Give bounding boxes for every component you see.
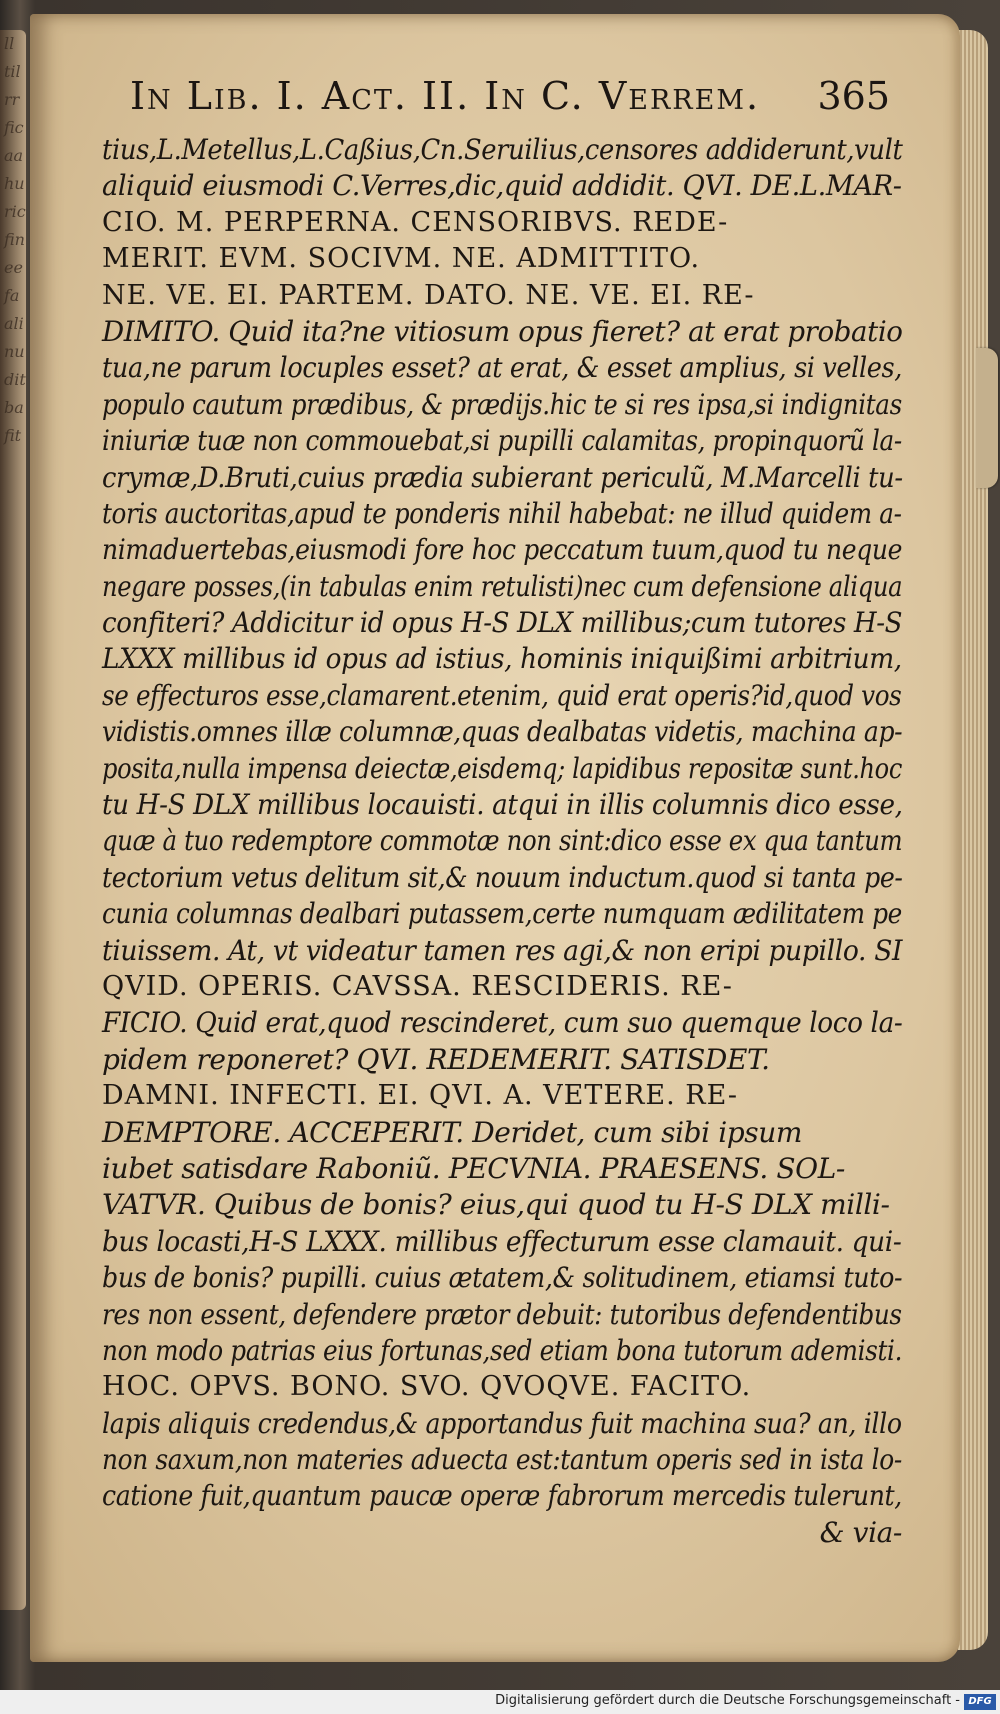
text-line: iniuriæ tuæ non commouebat,si pupilli calamitas, propinquorũ la- xyxy=(102,424,902,458)
margin-fragment: aa xyxy=(4,146,24,165)
text-line: lapis aliquis credendus,& apportandus fuit machina sua? an, illo xyxy=(102,1406,902,1440)
text-line: VATVR. Quibus de bonis? eius,qui quod tu H-S DLX milli- xyxy=(102,1188,890,1222)
margin-fragment: ric xyxy=(4,202,26,221)
margin-fragment: fa xyxy=(4,286,20,305)
previous-page-edge xyxy=(0,30,26,1610)
text-line: iubet satisdare Raboniũ. PECVNIA. PRAESENS. SOL- xyxy=(102,1151,845,1185)
text-line: bus locasti,H-S LXXX. millibus effecturum esse clamauit. qui- xyxy=(102,1224,902,1258)
margin-fragment: ba xyxy=(4,398,24,417)
margin-fragment: dit xyxy=(4,370,26,389)
digitization-footer xyxy=(0,1690,1000,1714)
text-line: FICIO. Quid erat,quod rescinderet, cum suo quemque loco la- xyxy=(102,1006,903,1040)
text-line: toris auctoritas,apud te ponderis nihil habebat: ne illud quidem a- xyxy=(102,496,902,530)
page-stack-edges xyxy=(958,30,988,1650)
margin-fragment: hu xyxy=(4,174,25,193)
text-line: DAMNI. INFECTI. EI. QVI. A. VETERE. RE- xyxy=(102,1080,738,1112)
text-line: QVID. OPERIS. CAVSSA. RESCIDERIS. RE- xyxy=(102,970,733,1002)
margin-fragment: fin xyxy=(4,230,25,249)
text-line: non saxum,non materies aduecta est:tantum operis sed in ista lo- xyxy=(102,1443,902,1477)
text-line: cunia columnas dealbari putassem,certe numquam ædilitatem pe xyxy=(102,897,902,931)
text-line: populo cautum prædibus, & prædijs.hic te si res ipsa,si indignitas xyxy=(102,387,902,421)
text-line: crymæ,D.Bruti,cuius prædia subierant periculũ, M.Marcelli tu- xyxy=(102,460,903,494)
text-line: tius,L.Metellus,L.Caßius,Cn.Seruilius,censores addiderunt,vult xyxy=(102,133,903,166)
text-line: aliquid eiusmodi C.Verres,dic,quid addidit. QVI. DE.L.MAR- xyxy=(102,169,902,203)
text-line: posita,nulla impensa deiectæ,eisdemq; lapidibus repositæ sunt.hoc xyxy=(102,751,902,785)
running-title: In Lib. I. Act. II. In C. Verrem. xyxy=(130,74,761,118)
text-line: tiuissem. At, vt videatur tamen res agi,& non eripi pupillo. SI xyxy=(102,933,903,967)
text-line: pidem reponeret? QVI. REDEMERIT. SATISDET. xyxy=(102,1042,770,1076)
dfg-logo: DFG xyxy=(964,1694,996,1710)
page-number: 365 xyxy=(817,74,890,118)
text-line: confiteri? Addicitur id opus H-S DLX millibus;cum tutores H-S xyxy=(102,606,903,640)
margin-fragment: nu xyxy=(4,342,25,361)
text-line: nimaduertebas,eiusmodi fore hoc peccatum tuum,quod tu neque xyxy=(102,533,903,567)
margin-fragment: ll xyxy=(4,34,15,53)
text-line: CIO. M. PERPERNA. CENSORIBVS. REDE- xyxy=(102,206,729,238)
text-line: negare posses,(in tabulas enim retulisti)nec cum defensione aliqua xyxy=(102,569,903,603)
text-line: catione fuit,quantum paucæ operæ fabrorum mercedis tulerunt, xyxy=(102,1479,902,1513)
margin-fragment: fic xyxy=(4,118,24,137)
text-line: tectorium vetus delitum sit,& nouum inductum.quod si tanta pe- xyxy=(102,860,903,894)
text-line: non modo patrias eius fortunas,sed etiam bona tutorum ademisti. xyxy=(102,1333,903,1367)
text-line: tua,ne parum locuples esset? at erat, & esset amplius, si velles, xyxy=(102,351,903,385)
margin-fragment: ee xyxy=(4,258,23,277)
text-line: vidistis.omnes illæ columnæ,quas dealbatas videtis, machina ap- xyxy=(102,715,903,749)
margin-fragment: rr xyxy=(4,90,20,109)
text-line: quæ à tuo redemptore commotæ non sint:dico esse ex qua tantum xyxy=(102,824,903,858)
text-line: tu H-S DLX millibus locauisti. atqui in illis columnis dico esse, xyxy=(102,788,903,822)
page-tab-marker xyxy=(976,348,998,488)
text-line: se effecturos esse,clamarent.etenim, quid erat operis?id,quod vos xyxy=(102,678,902,712)
book-page xyxy=(30,14,960,1662)
text-line: bus de bonis? pupilli. cuius ætatem,& solitudinem, etiamsi tuto- xyxy=(102,1261,903,1295)
text-line: res non essent, defendere prætor debuit: tutoribus defendentibus xyxy=(102,1297,902,1331)
text-line: NE. VE. EI. PARTEM. DATO. NE. VE. EI. RE- xyxy=(102,279,755,311)
body-text xyxy=(102,132,902,1551)
catchword: & via- xyxy=(819,1515,902,1549)
text-line: HOC. OPVS. BONO. SVO. QVOQVE. FACITO. xyxy=(102,1371,752,1403)
margin-fragment: til xyxy=(4,62,21,81)
text-line: MERIT. EVM. SOCIVM. NE. ADMITTITO. xyxy=(102,243,701,275)
text-line: DEMPTORE. ACCEPERIT. Deridet, cum sibi ipsum xyxy=(102,1115,803,1149)
text-line: DIMITO. Quid ita?ne vitiosum opus fieret? at erat probatio xyxy=(102,314,903,348)
funding-credit: Digitalisierung gefördert durch die Deutsche Forschungsgemeinschaft - xyxy=(495,1693,960,1708)
margin-fragment: fit xyxy=(4,426,22,445)
running-header xyxy=(130,74,890,124)
text-line: LXXX millibus id opus ad istius, hominis iniquißimi arbitrium, xyxy=(102,642,902,676)
margin-fragment: ali xyxy=(4,314,24,333)
